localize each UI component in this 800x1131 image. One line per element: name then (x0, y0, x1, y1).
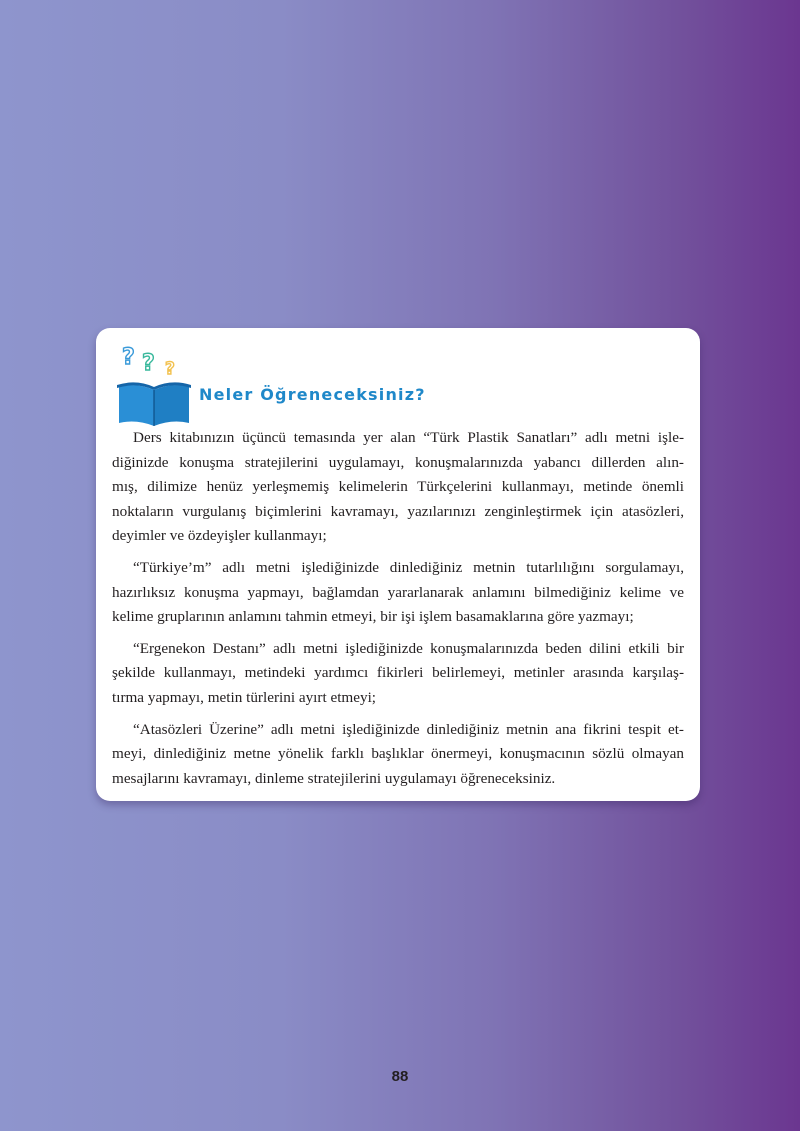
paragraph-ergenekon (112, 637, 684, 711)
text-line: Ders kitabınızın üçüncü temasında yer alan “Türk Plastik Sanatları” adlı metni işle- (133, 429, 684, 446)
text-line: tırma yapmayı, metin türlerini ayırt etmeyi; (112, 688, 377, 706)
paragraph-atasozleri (112, 718, 684, 792)
text-line: şekilde kullanmayı, metindeki yardımcı fikirleri belirlemeyi, metinler arasında karşılaş- (112, 664, 684, 682)
objectives-text (112, 426, 684, 798)
text-line: mış, dilimize henüz yerleşmemiş kelimelerin Türkçelerini kullanmayı, metinde önemli (112, 478, 684, 496)
text-line: diğinizde konuşma stratejilerini uygulamayı, konuşmalarınızda yabancı dillerden alın- (112, 453, 684, 471)
svg-text:?: ? (165, 359, 175, 379)
learning-objectives-card (96, 328, 700, 801)
text-line: “Türkiye’m” adlı metni işlediğinizde dinlediğiniz metnin tutarlılığını sorgulamayı, (133, 558, 684, 576)
text-line: “Ergenekon Destanı” adlı metni işlediğinizde konuşmalarınızda beden dilini etkili bir (133, 639, 684, 657)
open-book-question-marks-icon (116, 340, 194, 426)
text-line: meyi, dinlediğiniz metne yönelik farklı başlıklar önermeyi, konuşmacının sözlü olmayan (112, 745, 684, 763)
svg-text:?: ? (122, 345, 135, 370)
section-title: Neler Öğreneceksiniz? (199, 385, 426, 404)
svg-text:?: ? (142, 351, 155, 376)
page-number: 88 (391, 1068, 409, 1085)
paragraph-turkiyem (112, 556, 684, 630)
text-line: noktaların vurgulanış biçimlerini kavramayı, yazılarınızı zenginleştirmek için atasözleri, (112, 502, 684, 520)
paragraph-theme-one (112, 426, 684, 549)
text-line: deyimler ve özdeyişler kullanmayı; (112, 527, 327, 545)
text-line: hazırlıksız konuşma yapmayı, bağlamdan yararlanarak anlamını bilmediğiniz kelime ve (112, 583, 684, 601)
text-line: mesajlarını kavramayı, dinleme stratejilerini uygulamayı öğreneceksiniz. (112, 769, 556, 787)
text-line: kelime gruplarının anlamını tahmin etmeyi, bir işi işlem basamaklarına göre yazmayı; (112, 608, 634, 626)
text-line: “Atasözleri Üzerine” adlı metni işlediğinizde dinlediğiniz metnin ana fikrini tespit et- (133, 720, 684, 738)
